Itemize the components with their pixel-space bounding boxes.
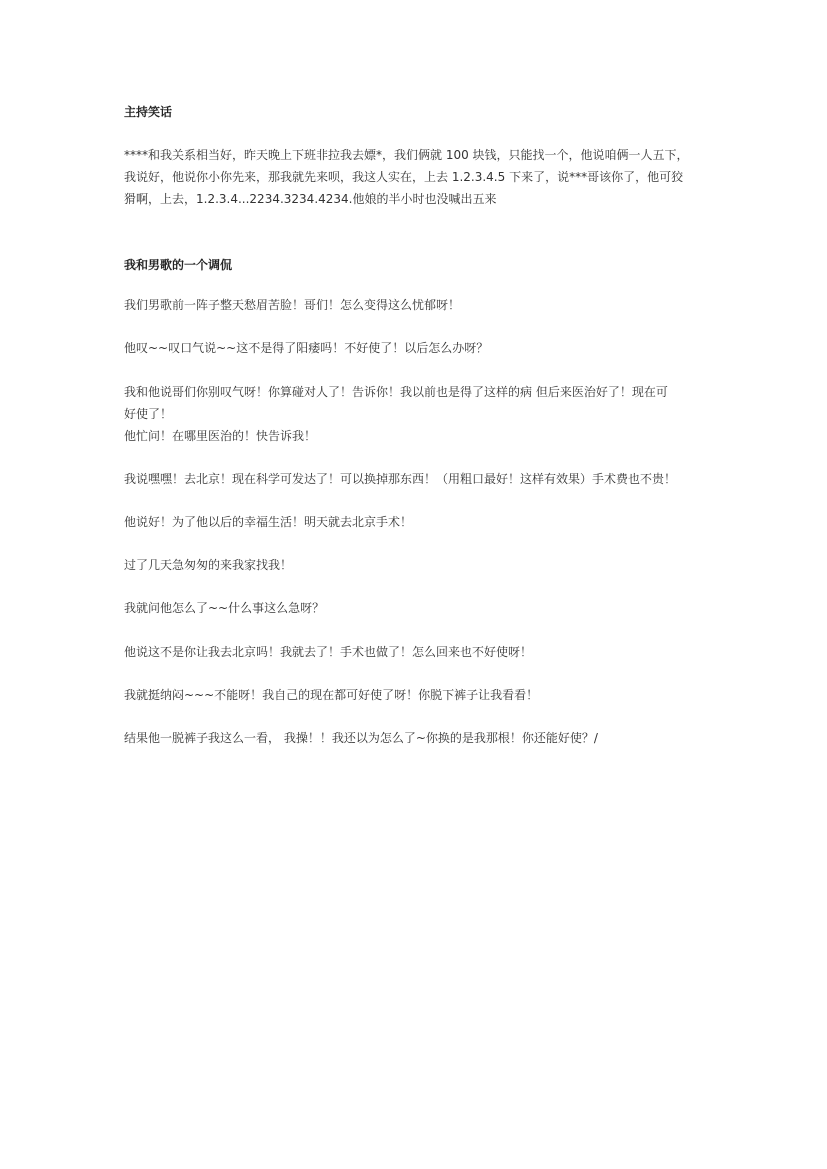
paragraph-line: 我们男歌前一阵子整天愁眉苦脸！哥们！怎么变得这么忧郁呀！ [124, 298, 461, 312]
paragraph-line: 他说这不是你让我去北京吗！我就去了！手术也做了！怎么回来也不好使呀！ [124, 645, 533, 659]
section-title-hosting-jokes: 主持笑话 [124, 105, 173, 119]
paragraph-line: 我和他说哥们你别叹气呀！你算碰对人了！告诉你！我以前也是得了这样的病 但后来医治好了！现在可 [124, 385, 668, 399]
paragraph-line: ****和我关系相当好，昨天晚上下班非拉我去嫖*，我们俩就 100 块钱，只能找一个，他说咱俩一人五下， [124, 148, 689, 162]
story-paragraph [124, 468, 709, 490]
paragraph-line: 他忙问！在哪里医治的！快告诉我！ [124, 429, 317, 443]
story-paragraph [124, 554, 709, 576]
paragraph-line: 我就挺纳闷~~~不能呀！我自己的现在都可好使了呀！你脱下裤子让我看看！ [124, 688, 539, 702]
paragraph-line: 结果他一脱裤子我这么一看， 我操！！我还以为怎么了~你换的是我那根！你还能好使？/ [124, 731, 598, 745]
paragraph-line: 过了几天急匆匆的来我家找我！ [124, 558, 293, 572]
paragraph-line: 他叹~~叹口气说~~这不是得了阳痿吗！不好使了！以后怎么办呀？ [124, 341, 489, 355]
story-paragraph [124, 727, 709, 749]
story-paragraph [124, 294, 709, 316]
paragraph-line: 好使了！ [124, 407, 173, 421]
section-title-banter: 我和男歌的一个调侃 [124, 258, 233, 272]
story-paragraph [124, 381, 709, 447]
paragraph-line: 我说嘿嘿！去北京！现在科学可发达了！可以换掉那东西！（用粗口最好！这样有效果）手术费也不贵！ [124, 472, 677, 486]
story-paragraph [124, 337, 709, 359]
paragraph-line: 猾啊，上去，1.2.3.4...2234.3234.4234.他娘的半小时也没喊出五来 [124, 192, 497, 206]
story-paragraph [124, 641, 709, 663]
story-paragraph [124, 511, 709, 533]
story-paragraph [124, 597, 709, 619]
paragraph-line: 我说好，他说你小你先来，那我就先来呗，我这人实在，上去 1.2.3.4.5 下来了，说***哥该你了，他可狡 [124, 170, 684, 184]
story-paragraph [124, 684, 709, 706]
joke-paragraph [124, 144, 709, 210]
paragraph-line: 我就问他怎么了~~什么事这么急呀？ [124, 601, 325, 615]
paragraph-line: 他说好！为了他以后的幸福生活！明天就去北京手术！ [124, 515, 413, 529]
